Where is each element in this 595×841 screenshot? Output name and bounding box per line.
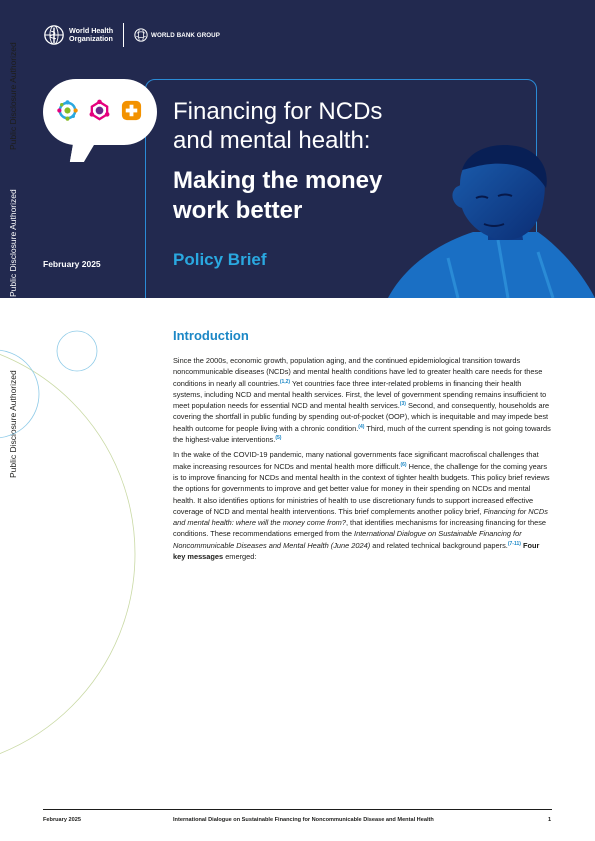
- molecule-icon: [88, 99, 111, 122]
- page-number: 1: [548, 817, 552, 823]
- text-run: , that identifies mechanisms for increasing financing for these conditions. These recommendations emerged from the: [173, 518, 547, 539]
- text-run: Second, and consequently, households are covering the shortfall in public funding by spending out-of-pocket (OOP), which is inequitable and may impede best health outcome for people living with a chronic condition.: [173, 401, 550, 433]
- disclosure-label-1: Public Disclosure Authorized: [8, 42, 18, 150]
- citation: (6): [400, 461, 407, 468]
- speech-bubble-tail: [70, 138, 98, 162]
- introduction-heading: Introduction: [173, 328, 249, 343]
- medical-cross-icon: [120, 99, 143, 122]
- title-bold-line-2: work better: [173, 197, 303, 224]
- title-bold-line-1: Making the money: [173, 167, 383, 194]
- introduction-body: [173, 355, 551, 566]
- logo-divider: [123, 23, 124, 47]
- paragraph-2: [173, 449, 551, 562]
- text-run: Third, much of the current spending is not going towards the highest-value interventions.: [173, 423, 551, 445]
- network-icon: [56, 99, 79, 122]
- paragraph-1: [173, 355, 551, 445]
- disclosure-label-2: Public Disclosure Authorized: [8, 189, 18, 297]
- italic-title: International Dialogue on Sustainable Financing for Noncommunicable Diseases and Mental Health (June 2024): [173, 529, 522, 550]
- who-line-1: World Health: [69, 26, 114, 35]
- citation: (4): [358, 423, 365, 430]
- who-wordmark: [69, 27, 117, 43]
- hero-date: February 2025: [43, 259, 101, 269]
- text-run: emerged:: [223, 552, 257, 562]
- citation: (1,2): [279, 378, 291, 385]
- disclosure-label-3: Public Disclosure Authorized: [8, 370, 18, 478]
- citation: (5): [275, 435, 282, 442]
- world-bank-wordmark: WORLD BANK GROUP: [151, 31, 220, 39]
- text-run: Since the 2000s, economic growth, population aging, and the continued epidemiological transition towards noncommunicable diseases (NCDs) and mental health conditions have led to greater health care needs for these conditions in nearly all countries.: [173, 356, 543, 388]
- hero-banner: [0, 0, 595, 298]
- title-line-2: and mental health:: [173, 127, 371, 154]
- footer-date: February 2025: [43, 817, 81, 823]
- bold-phrase: Four key messages: [173, 540, 540, 562]
- who-line-2: Organization: [69, 34, 113, 43]
- who-emblem-icon: [43, 24, 65, 46]
- doc-type-label: Policy Brief: [173, 250, 267, 269]
- world-bank-globe-icon: [134, 28, 148, 42]
- text-run: Yet countries face three inter-related problems in financing their health systems, including NCD and mental health services. First, the level of government spending remains insufficient to meet population needs for essential NCD and mental health services.: [173, 378, 547, 411]
- logo-bar: [43, 22, 220, 48]
- footer-rule: [43, 809, 552, 810]
- italic-title: Financing for NCDs and mental health: where will the money come from?: [173, 506, 548, 528]
- text-run: Hence, the challenge for the coming years is to improve financing for NCDs and mental health in the context of tighter health budgets. This policy brief reviews the options for governments to improve and get better value for money in their spending on NCDs and mental health. It also identifies options for ministries of health to use discretionary funds to support increased effective coverage of NCD and mental health interventions. This brief complements another policy brief,: [173, 461, 550, 516]
- text-run: and related technical background papers.: [370, 540, 508, 550]
- footer-title: International Dialogue on Sustainable Financing for Noncommunicable Disease and Mental Health: [173, 817, 434, 823]
- title-line-1: Financing for NCDs: [173, 98, 383, 125]
- bubble-icons: [56, 99, 143, 122]
- citation: (3): [399, 401, 406, 408]
- decorative-circles: [0, 298, 180, 778]
- text-run: In the wake of the COVID-19 pandemic, many national governments face significant macrofiscal challenges that make increasing resources for NCDs and mental health more difficult.: [173, 450, 539, 471]
- citation: (7-11): [507, 540, 521, 547]
- person-photo: [388, 140, 595, 298]
